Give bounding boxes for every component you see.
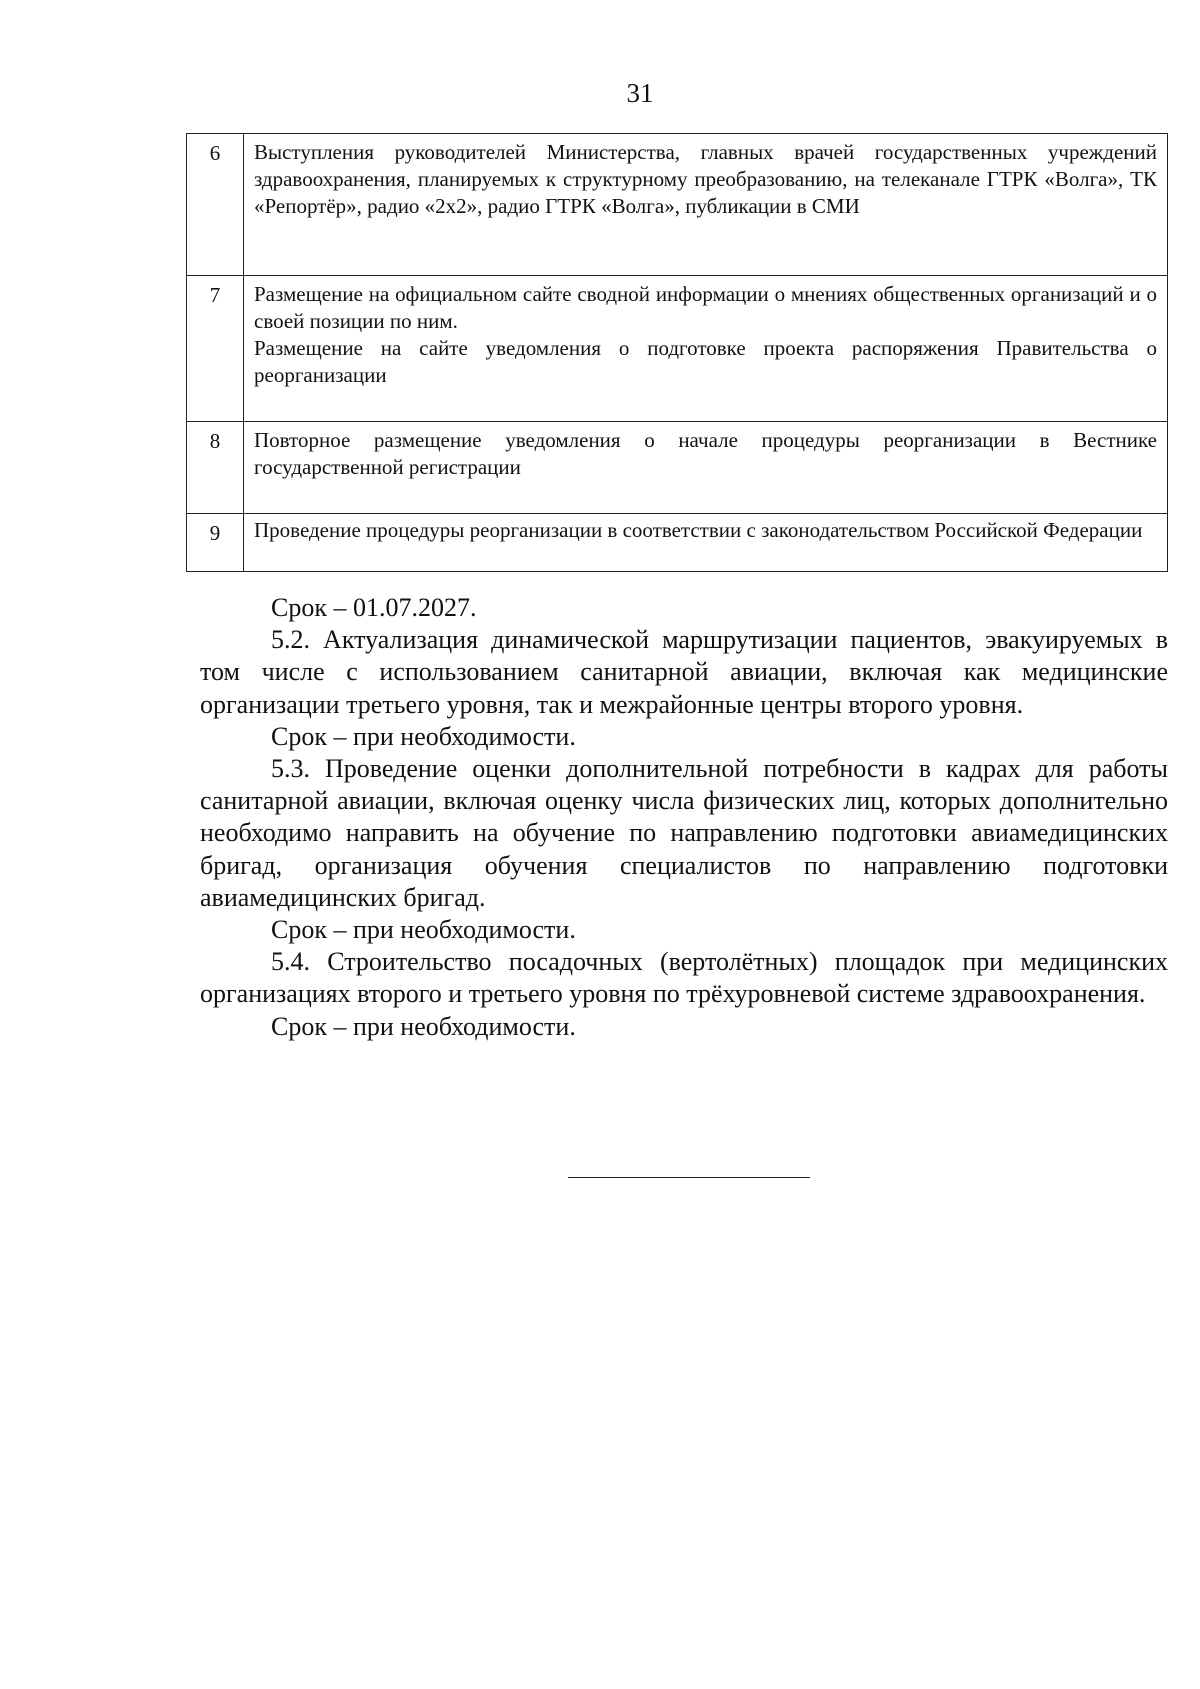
row-text [244,514,1168,572]
table-row [187,514,1168,572]
deadline-text: Срок – при необходимости. [271,721,576,751]
row-paragraph: Проведение процедуры реорганизации в соответствии с законодательством Российской Федерации [254,518,1143,542]
deadline-text: Срок – при необходимости. [271,915,576,945]
row-paragraph: Повторное размещение уведомления о начале процедуры реорганизации в Вестнике государственной регистрации [254,428,1157,479]
row-number: 7 [187,276,244,422]
item-5-3: 5.3. Проведение оценки дополнительной потребности в кадрах для работы санитарной авиации, включая оценку числа физических лиц, которых дополнительно необходимо направить на обучение по направлению подготовки авиамедицинских бригад, организация обучения специалистов по направлению подготовки авиамедицинских бригад. [200,754,1168,912]
row-paragraph: Выступления руководителей Министерства, главных врачей государственных учреждений здравоохранения, планируемых к структурному преобразованию, на телеканале ГТРК «Волга», ТК «Репортёр», радио «2х2», радио ГТРК «Волга», публикации в СМИ [254,140,1157,218]
table-row [187,276,1168,422]
table-row [187,422,1168,514]
closing-rule [568,1177,810,1178]
table-row [187,134,1168,276]
item-5-4: 5.4. Строительство посадочных (вертолётных) площадок при медицинских организациях второго и третьего уровня по трёхуровневой системе здравоохранения. [200,947,1168,1009]
deadline-text: Срок – 01.07.2027. [271,593,477,622]
row-number: 6 [187,134,244,276]
row-number: 9 [187,514,244,572]
measures-table [186,133,1168,572]
row-number: 8 [187,422,244,514]
item-5-2: 5.2. Актуализация динамической маршрутизации пациентов, эвакуируемых в том числе с использованием санитарной авиации, включая как медицинские организации третьего уровня, так и межрайонные центры второго уровня. [200,625,1168,719]
row-text [244,134,1168,276]
deadline-text: Срок – при необходимости. [271,1011,576,1041]
row-text [244,276,1168,422]
row-text [244,422,1168,514]
document-body [200,592,1168,1043]
page-number: 31 [626,78,654,108]
row-paragraph: Размещение на сайте уведомления о подготовке проекта распоряжения Правительства о реорганизации [254,336,1157,387]
row-paragraph: Размещение на официальном сайте сводной информации о мнениях общественных организаций и о своей позиции по ним. [254,282,1157,333]
